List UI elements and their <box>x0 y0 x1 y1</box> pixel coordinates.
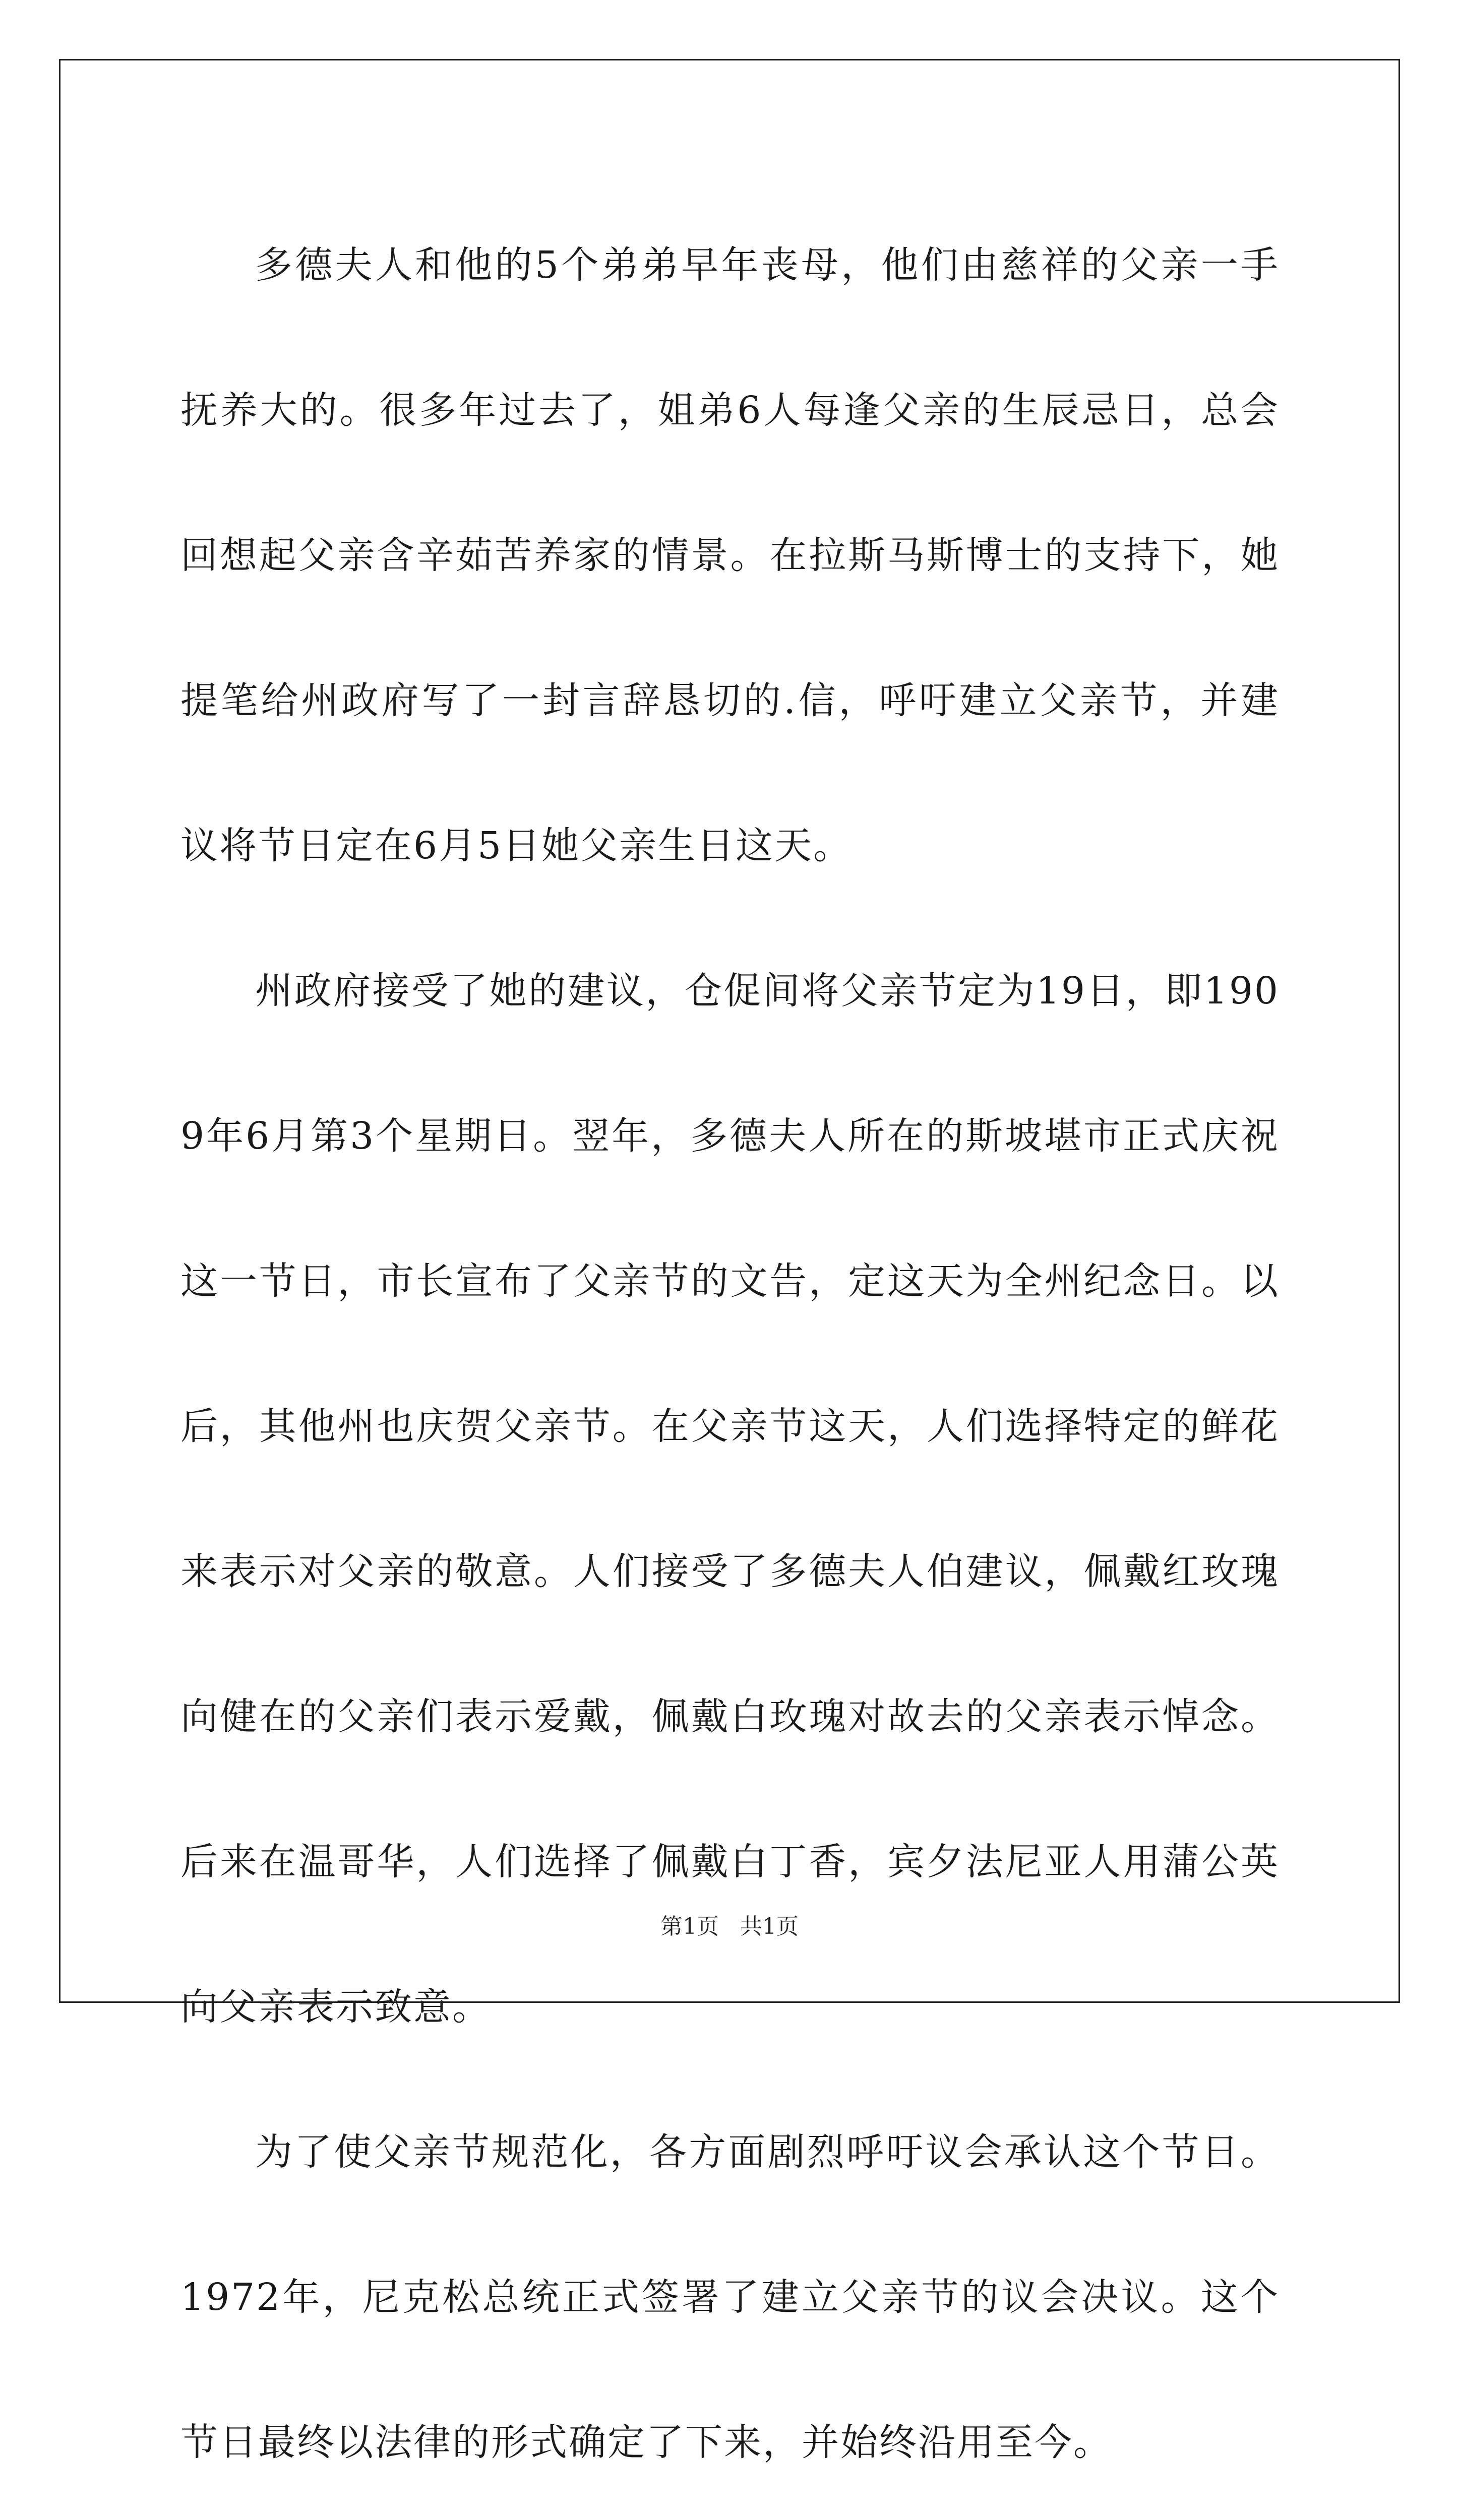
paragraph-1: 多德夫人和他的5个弟弟早年丧母，他们由慈祥的父亲一手抚养大的。很多年过去了，姐弟6人每逢父亲的生辰忌日，总会回想起父亲含辛茹苦养家的情景。在拉斯马斯博士的支持下，她提笔给州政府写了一封言辞恳切的.信，呼吁建立父亲节，并建议将节日定在6月5日她父亲生日这天。 <box>180 243 1280 867</box>
page-number-footer: 第1页 共1页 <box>660 1914 799 1939</box>
document-body <box>180 193 1280 2520</box>
paragraph-4 <box>180 2515 1280 2520</box>
paragraph-3: 为了使父亲节规范化，各方面剧烈呼吁议会承认这个节日。1972年，尼克松总统正式签署了建立父亲节的议会决议。这个节日最终以法律的形式确定了下来，并始终沿用至今。 <box>180 2130 1280 2464</box>
paragraph-2: 州政府接受了她的建议，仓促间将父亲节定为19日，即1909年6月第3个星期日。翌年，多德夫人所在的斯坡堪市正式庆祝这一节日，市长宣布了父亲节的文告，定这天为全州纪念日。以后，其他州也庆贺父亲节。在父亲节这天，人们选择特定的鲜花来表示对父亲的敬意。人们接受了多德夫人伯建议，佩戴红玫瑰向健在的父亲们表示爱戴，佩戴白玫瑰对故去的父亲表示悼念。后来在温哥华，人们选择了佩戴白丁香，宾夕法尼亚人用蒲公英向父亲表示致意。 <box>180 969 1280 2029</box>
